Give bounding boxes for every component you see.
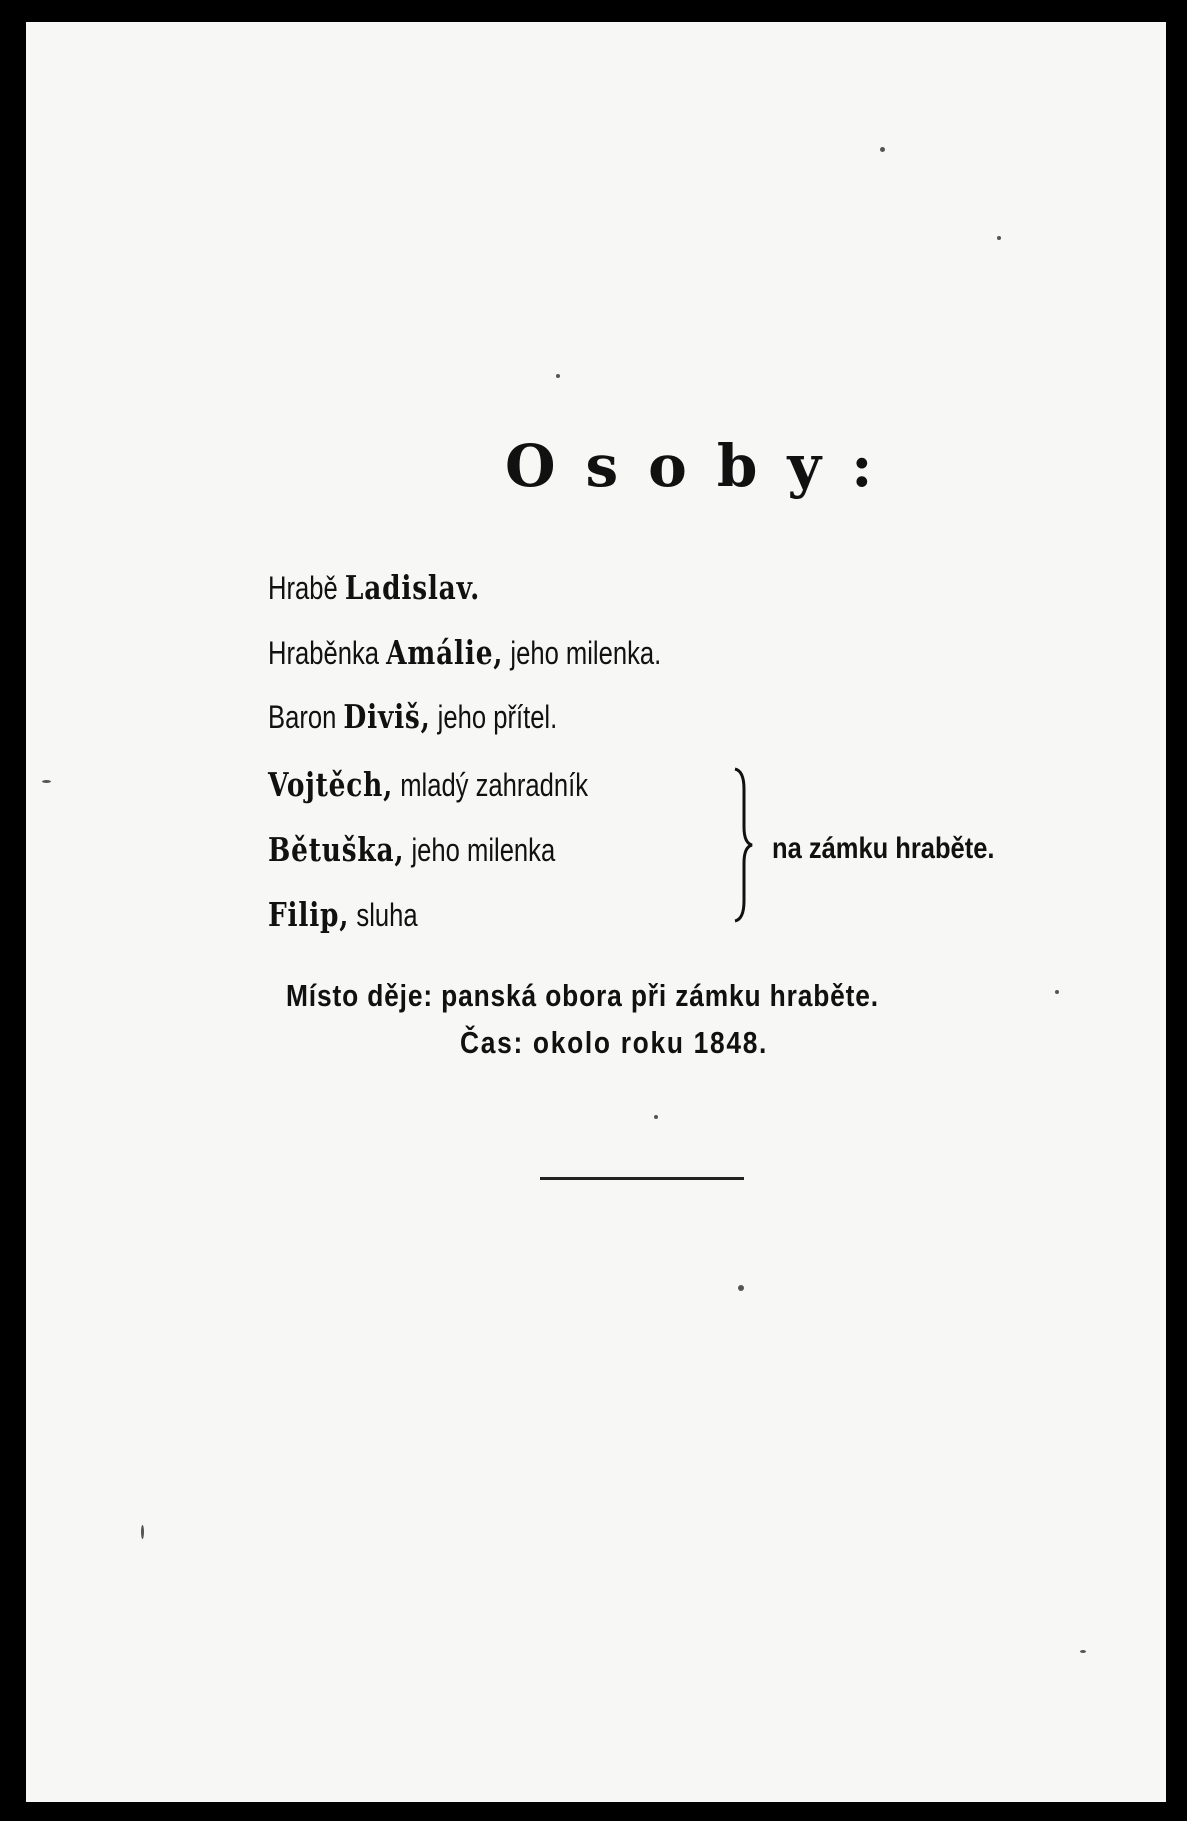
- cast-desc: sluha: [349, 897, 418, 933]
- cast-line-betuska: [268, 830, 555, 869]
- curly-brace: [732, 765, 754, 925]
- page: [26, 22, 1166, 1802]
- cast-name: Ladislav.: [344, 568, 481, 607]
- divider-rule: [540, 1177, 744, 1180]
- setting-time: Čas: okolo roku 1848.: [460, 1025, 769, 1060]
- cast-line-amalie: [268, 633, 661, 672]
- cast-desc: jeho milenka: [404, 832, 556, 868]
- cast-desc: jeho milenka.: [503, 635, 662, 671]
- page-title: Osoby:: [505, 432, 903, 500]
- cast-desc: mladý zahradník: [393, 767, 589, 803]
- cast-line-filip: [268, 895, 418, 934]
- cast-prefix: Hraběnka: [268, 635, 387, 671]
- cast-prefix: Hrabě: [268, 570, 345, 606]
- cast-line-divis: [268, 697, 557, 736]
- cast-line-vojtech: [268, 765, 588, 804]
- cast-name: Diviš,: [343, 697, 431, 736]
- cast-name: Bětuška,: [268, 830, 405, 869]
- cast-desc: jeho přítel.: [430, 699, 558, 735]
- group-note: na zámku hraběte.: [772, 832, 995, 865]
- setting-place: Místo děje: panská obora při zámku hraběte.: [286, 978, 879, 1013]
- cast-prefix: Baron: [268, 699, 344, 735]
- cast-line-ladislav: [268, 568, 480, 607]
- cast-name: Vojtěch,: [268, 765, 394, 804]
- cast-name: Filip,: [268, 895, 350, 934]
- cast-name: Amálie,: [386, 633, 504, 672]
